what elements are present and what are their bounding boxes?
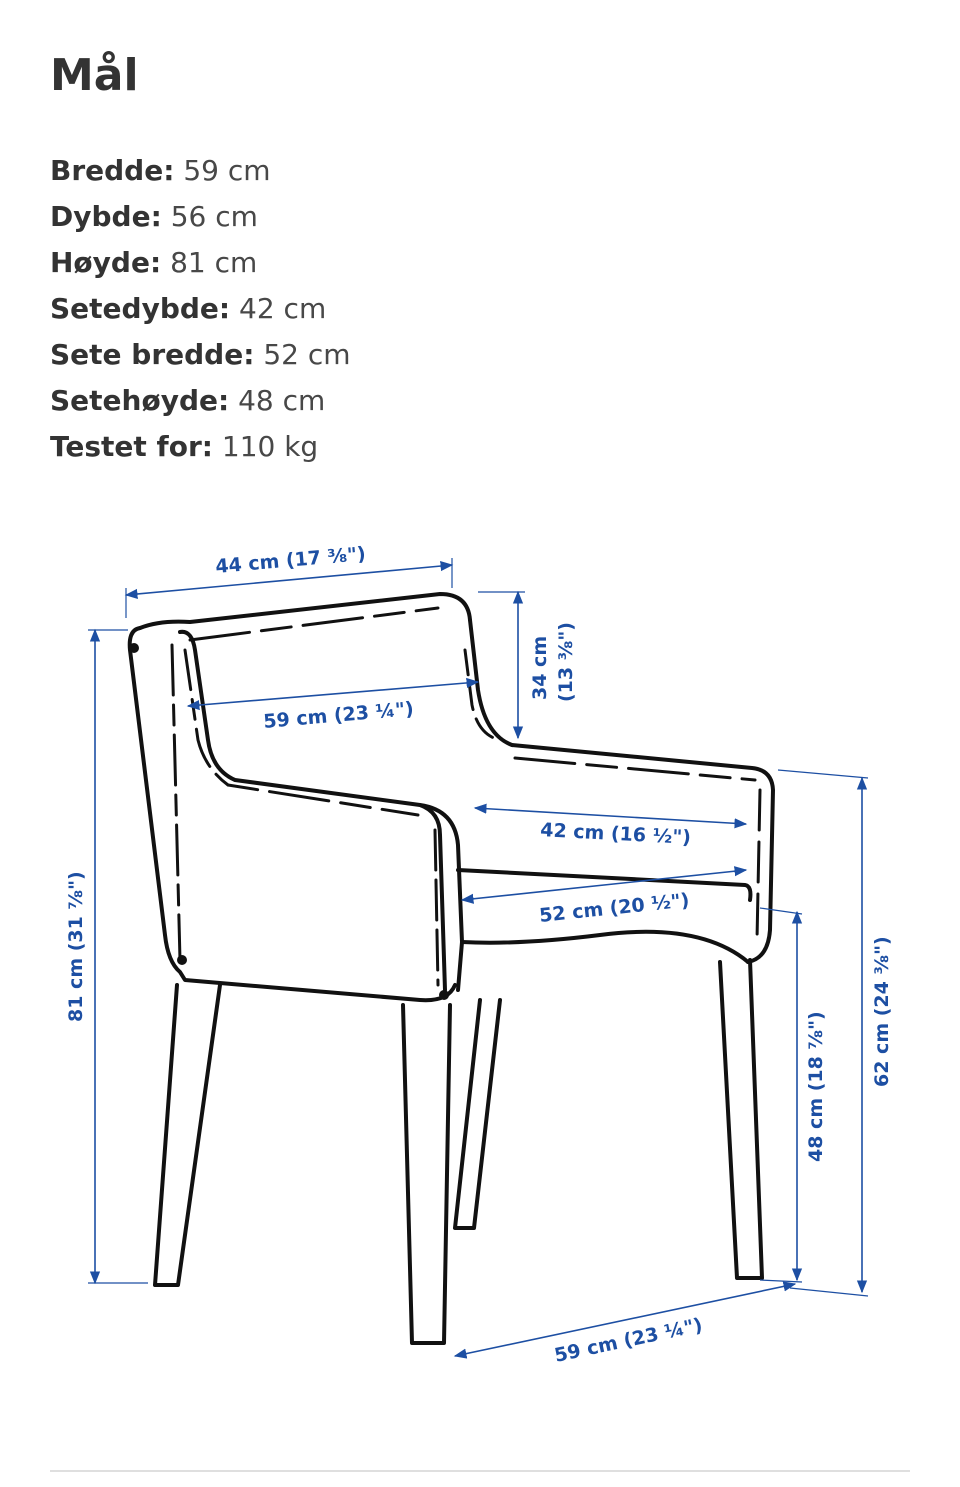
spec-label: Setehøyde: [50, 384, 230, 417]
label-back-height-a: 34 cm [529, 635, 551, 700]
spec-label: Sete bredde: [50, 338, 255, 371]
spec-value: 42 cm [239, 292, 327, 325]
spec-hoyde [50, 240, 351, 286]
spec-dybde [50, 194, 351, 240]
label-total-height: 81 cm (31 ⅞") [65, 871, 87, 1022]
label-base-width: 59 cm (23 ¼") [552, 1314, 705, 1367]
label-seat-height: 48 cm (18 ⅞") [805, 1011, 827, 1162]
label-seat-depth: 42 cm (16 ½") [539, 819, 692, 849]
chair-outline [129, 594, 773, 1343]
spec-label: Setedybde: [50, 292, 231, 325]
page-title: Mål [50, 50, 139, 101]
divider [50, 1470, 910, 1472]
spec-label: Bredde: [50, 154, 175, 187]
spec-value: 59 cm [183, 154, 271, 187]
spec-setehoyde [50, 378, 351, 424]
spec-list [50, 148, 351, 470]
spec-label: Høyde: [50, 246, 162, 279]
label-arm-height: 62 cm (24 ⅜") [871, 936, 893, 1087]
spec-sete-bredde [50, 332, 351, 378]
spec-value: 52 cm [263, 338, 351, 371]
spec-value: 56 cm [170, 200, 258, 233]
spec-setedybde [50, 286, 351, 332]
chair-dimension-diagram [0, 500, 960, 1400]
spec-label: Dybde: [50, 200, 162, 233]
label-back-height-b: (13 ⅜") [555, 622, 577, 702]
label-inner-width: 59 cm (23 ¼") [262, 697, 415, 733]
spec-testet-for [50, 424, 351, 470]
label-seat-width: 52 cm (20 ½") [538, 889, 691, 927]
spec-label: Testet for: [50, 430, 213, 463]
spec-bredde [50, 148, 351, 194]
spec-value: 48 cm [238, 384, 326, 417]
label-top-depth: 44 cm (17 ⅜") [214, 542, 367, 578]
spec-value: 81 cm [170, 246, 258, 279]
spec-value: 110 kg [221, 430, 319, 463]
